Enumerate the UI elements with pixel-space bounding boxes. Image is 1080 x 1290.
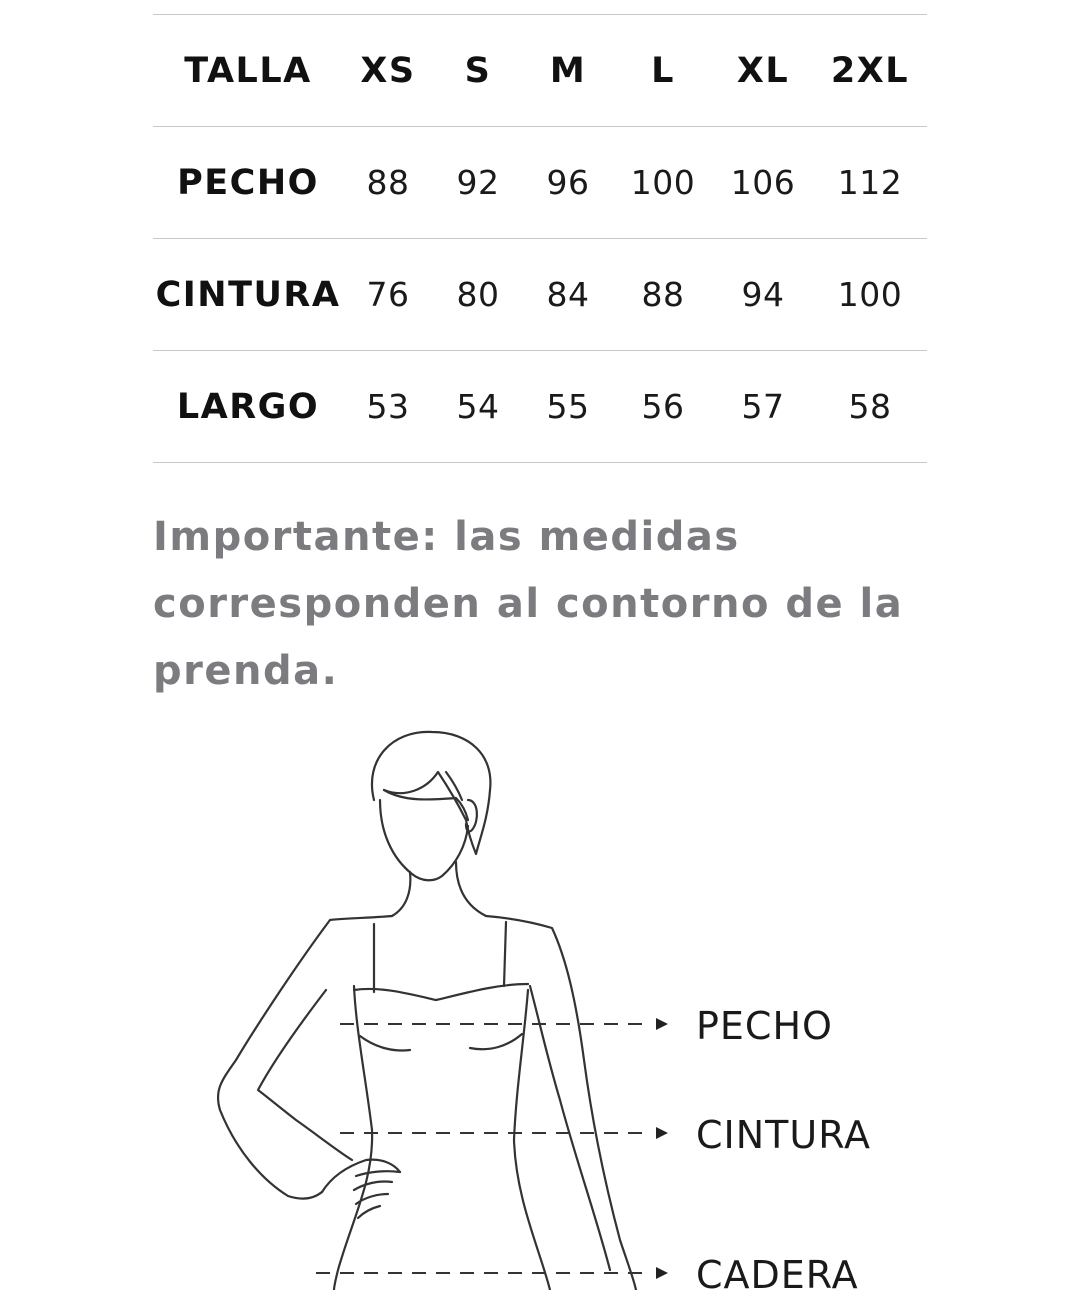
table-cell: 100 — [837, 275, 903, 314]
table-cell: 92 — [456, 163, 500, 202]
table-cell: 106 — [730, 163, 796, 202]
table-row-length — [153, 351, 927, 463]
hip-label: CADERA — [696, 1253, 859, 1290]
row-label-waist: CINTURA — [155, 274, 341, 315]
table-cell: 57 — [741, 387, 785, 426]
table-cell: 88 — [641, 275, 685, 314]
table-row-chest — [153, 127, 927, 239]
table-cell: 88 — [366, 163, 410, 202]
chest-arrow-icon — [656, 1018, 668, 1030]
size-xl-header: XL — [736, 50, 790, 91]
table-cell: 80 — [456, 275, 500, 314]
waist-arrow-icon — [656, 1127, 668, 1139]
table-cell: 84 — [546, 275, 590, 314]
table-cell: 112 — [837, 163, 903, 202]
row-label-length: LARGO — [176, 386, 320, 427]
table-cell: 53 — [366, 387, 410, 426]
waist-label: CINTURA — [696, 1113, 872, 1157]
table-cell: 54 — [456, 387, 500, 426]
table-cell: 96 — [546, 163, 590, 202]
table-cell: 100 — [630, 163, 696, 202]
size-chart-table — [153, 14, 927, 463]
table-cell: 56 — [641, 387, 685, 426]
size-l-header: L — [651, 50, 675, 91]
table-cell: 94 — [741, 275, 785, 314]
size-s-header: S — [464, 50, 492, 91]
guide-arrowheads — [656, 1018, 668, 1279]
table-cell: 58 — [848, 387, 892, 426]
size-header-label: TALLA — [184, 50, 312, 91]
measurement-note: Importante: las medidas corresponden al contorno de la prenda. — [153, 514, 904, 694]
size-m-header: M — [549, 50, 587, 91]
chest-label: PECHO — [696, 1004, 833, 1048]
table-cell: 76 — [366, 275, 410, 314]
hip-arrow-icon — [656, 1267, 668, 1279]
size-2xl-header: 2XL — [830, 50, 910, 91]
row-label-chest: PECHO — [177, 162, 319, 203]
table-cell: 55 — [546, 387, 590, 426]
figure-line-art — [218, 732, 636, 1290]
face-outline — [380, 800, 468, 880]
table-header-row — [153, 15, 927, 127]
table-row-waist — [153, 239, 927, 351]
size-xs-header: XS — [360, 50, 416, 91]
body-measurement-illustration — [0, 700, 1080, 1290]
measurement-guides — [316, 1024, 652, 1273]
